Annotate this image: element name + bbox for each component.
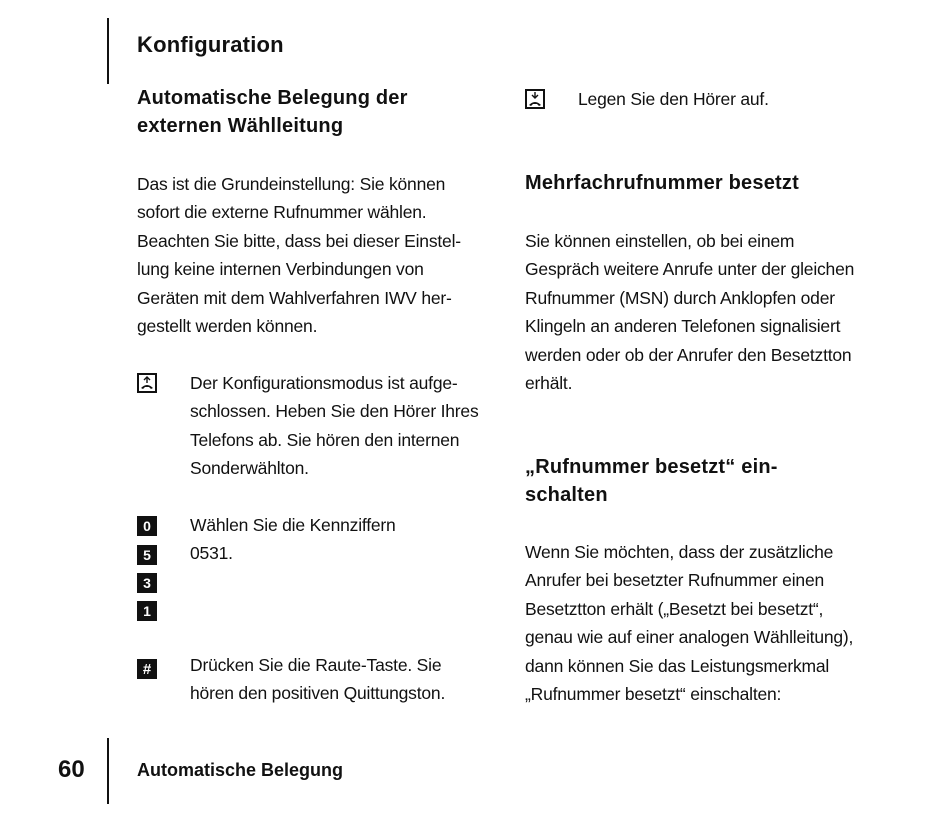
key-5: 5 <box>137 545 157 565</box>
key-1: 1 <box>137 601 157 621</box>
para2-line: Besetztton erhält („Besetzt bei besetzt“, <box>525 598 824 619</box>
intro-line: Beachten Sie bitte, dass bei dieser Einstel- <box>137 230 461 251</box>
key-0: 0 <box>137 516 157 536</box>
footer-rule <box>107 738 109 804</box>
step1-text <box>190 369 479 483</box>
intro-line: sofort die externe Rufnummer wählen. <box>137 202 427 223</box>
header-rule <box>107 18 109 84</box>
key-3: 3 <box>137 573 157 593</box>
para2-line: dann können Sie das Leistungsmerkmal <box>525 655 830 676</box>
para2-line: genau wie auf einer analogen Wählleitung), <box>525 627 854 648</box>
left-heading <box>137 84 408 140</box>
left-heading-line: externen Wählleitung <box>137 115 344 137</box>
step2-line: 0531. <box>190 543 233 564</box>
step3-line: Drücken Sie die Raute-Taste. Sie <box>190 655 442 675</box>
step3-line: hören den positiven Quittungston. <box>190 683 446 704</box>
step2-text <box>190 511 396 568</box>
step1-line: Telefons ab. Sie hören den internen <box>190 429 460 450</box>
para1-line: Rufnummer (MSN) durch Anklopfen oder <box>525 287 835 308</box>
para1-line: Klingeln an anderen Telefonen signalisiert <box>525 316 841 337</box>
intro-line: gestellt werden können. <box>137 316 318 337</box>
page-number: 60 <box>58 756 85 783</box>
section-title: Konfiguration <box>137 32 284 57</box>
left-heading-line: Automatische Belegung der <box>137 87 408 109</box>
para1-line: Sie können einstellen, ob bei einem <box>525 231 795 251</box>
heading2-line: „Rufnummer besetzt“ ein- <box>525 456 778 478</box>
step1-line: Der Konfigurationsmodus ist aufge- <box>190 373 458 393</box>
para2 <box>525 538 853 708</box>
step1-line: schlossen. Heben Sie den Hörer Ihres <box>190 401 479 422</box>
heading-rufnummer-besetzt <box>525 453 778 509</box>
heading2-line: schalten <box>525 484 608 506</box>
handset-hangup-icon <box>525 89 545 109</box>
para1-line: erhält. <box>525 373 573 394</box>
para1 <box>525 227 854 397</box>
hash-key: # <box>137 659 157 679</box>
step4-text: Legen Sie den Hörer auf. <box>578 89 769 109</box>
para2-line: Wenn Sie möchten, dass der zusätzliche <box>525 542 834 562</box>
intro-line: lung keine internen Verbindungen von <box>137 259 424 280</box>
footer-title: Automatische Belegung <box>137 760 344 780</box>
handset-lift-icon <box>137 373 157 393</box>
step1-line: Sonderwählton. <box>190 458 309 479</box>
para2-line: Anrufer bei besetzter Rufnummer einen <box>525 570 825 591</box>
para1-line: Gespräch weitere Anrufe unter der gleichen <box>525 259 855 280</box>
step2-line: Wählen Sie die Kennziffern <box>190 515 396 535</box>
intro-line: Das ist die Grundeinstellung: Sie können <box>137 174 446 194</box>
intro-paragraph <box>137 170 461 340</box>
step3-text <box>190 651 445 708</box>
para2-line: „Rufnummer besetzt“ einschalten: <box>525 684 782 705</box>
para1-line: werden oder ob der Anrufer den Besetztton <box>525 344 852 365</box>
heading-mehrfachrufnummer: Mehrfachrufnummer besetzt <box>525 172 799 194</box>
intro-line: Geräten mit dem Wahlverfahren IWV her- <box>137 287 452 308</box>
